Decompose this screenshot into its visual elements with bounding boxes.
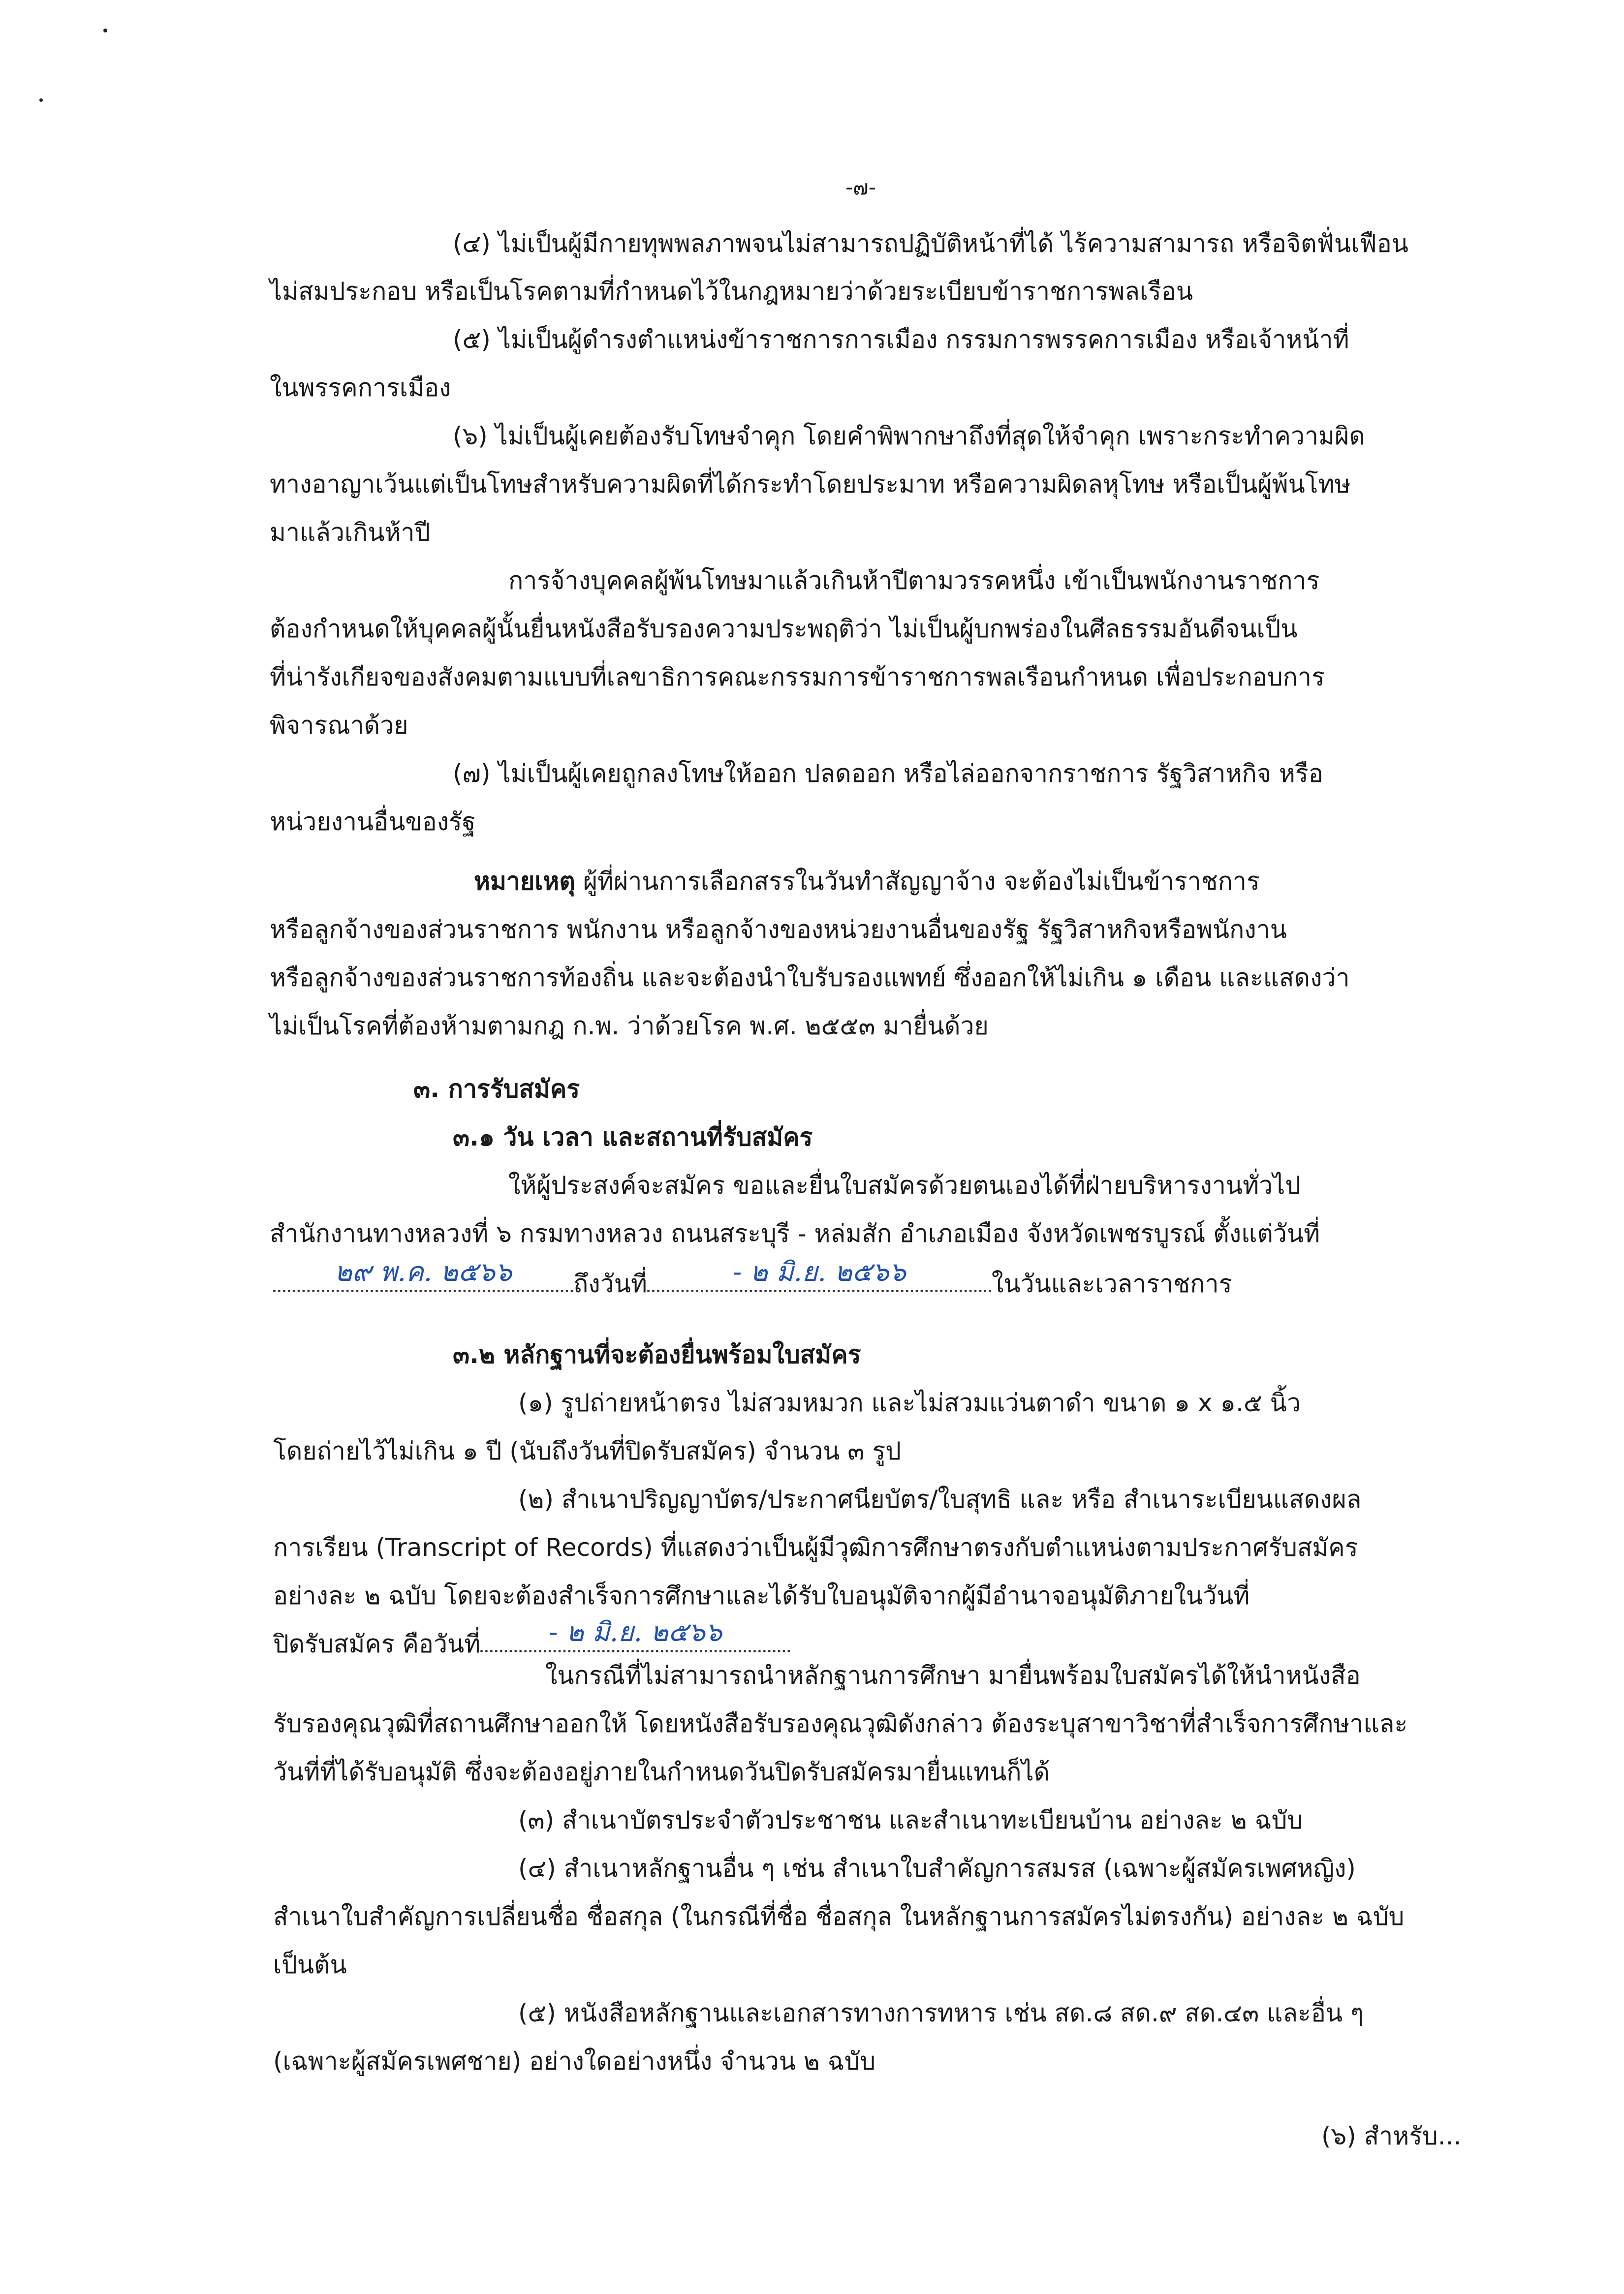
paragraph-line: (๔) สำเนาหลักฐานอื่น ๆ เช่น สำเนาใบสำคัญการสมรส (เฉพาะผู้สมัครเพศหญิง) xyxy=(518,1854,1356,1883)
paragraph-line: (๔) ไม่เป็นผู้มีกายทุพพลภาพจนไม่สามารถปฏิบัติหน้าที่ได้ ไร้ความสามารถ หรือจิตฟั่นเฟือน xyxy=(453,229,1408,258)
closing-date-line xyxy=(273,1616,790,1661)
paragraph-line: รับรองคุณวุฒิที่สถานศึกษาออกให้ โดยหนังสือรับรองคุณวุฒิดังกล่าว ต้องระบุสาขาวิชาที่สำเร็จการศึกษาและ xyxy=(273,1709,1408,1738)
paragraph-line: หรือลูกจ้างของส่วนราชการท้องถิ่น และจะต้องนำใบรับรองแพทย์ ซึ่งออกให้ไม่เกิน ๑ เดือน และแสดงว่า xyxy=(270,963,1350,992)
paragraph-line: เป็นต้น xyxy=(273,1951,347,1979)
paragraph-line: ไม่สมประกอบ หรือเป็นโรคตามที่กำหนดไว้ในกฎหมายว่าด้วยระเบียบข้าราชการพลเรือน xyxy=(270,277,1193,306)
footer-continuation: (๖) สำหรับ... xyxy=(1321,2122,1462,2150)
start-date-handwritten: ๒๙ พ.ค. ๒๕๖๖ xyxy=(334,1256,512,1287)
paragraph-line: สำเนาใบสำคัญการเปลี่ยนชื่อ ชื่อสกุล (ในกรณีที่ชื่อ ชื่อสกุล ในหลักฐานการสมัครไม่ตรงกัน) อย่างละ ๒ ฉบับ xyxy=(273,1902,1405,1931)
paragraph-line: ในพรรคการเมือง xyxy=(270,373,451,402)
scan-speck xyxy=(103,29,107,32)
paragraph-line: มาแล้วเกินห้าปี xyxy=(270,518,431,547)
paragraph-line: ในกรณีที่ไม่สามารถนำหลักฐานการศึกษา มายื่นพร้อมใบสมัครได้ให้นำหนังสือ xyxy=(545,1661,1361,1690)
start-date-field xyxy=(273,1256,573,1292)
paragraph-line: (๑) รูปถ่ายหน้าตรง ไม่สวมหมวก และไม่สวมแว่นตาดำ ขนาด ๑ x ๑.๕ นิ้ว xyxy=(518,1389,1301,1417)
paragraph-line: หรือลูกจ้างของส่วนราชการ พนักงาน หรือลูกจ้างของหน่วยงานอื่นของรัฐ รัฐวิสาหกิจหรือพนักงาน xyxy=(270,915,1287,944)
paragraph-line: โดยถ่ายไว้ไม่เกิน ๑ ปี (นับถึงวันที่ปิดรับสมัคร) จำนวน ๓ รูป xyxy=(273,1437,901,1465)
paragraph-line: ให้ผู้ประสงค์จะสมัคร ขอและยื่นใบสมัครด้วยตนเองได้ที่ฝ่ายบริหารงานทั่วไป xyxy=(508,1171,1301,1200)
paragraph-line: วันที่ที่ได้รับอนุมัติ ซึ่งจะต้องอยู่ภายในกำหนดวันปิดรับสมัครมายื่นแทนก็ได้ xyxy=(273,1758,1050,1786)
official-hours-label: ในวันและเวลาราชการ xyxy=(991,1270,1232,1298)
closing-date-label: ปิดรับสมัคร คือวันที่ xyxy=(273,1630,481,1658)
paragraph-line: (๕) ไม่เป็นผู้ดำรงตำแหน่งข้าราชการการเมือง กรรมการพรรคการเมือง หรือเจ้าหน้าที่ xyxy=(453,325,1349,354)
section-heading: ๓. การรับสมัคร xyxy=(413,1075,580,1103)
paragraph-line: ทางอาญาเว้นแต่เป็นโทษสำหรับความผิดที่ได้กระทำโดยประมาท หรือความผิดลหุโทษ หรือเป็นผู้พ้นโทษ xyxy=(270,470,1351,498)
paragraph-line: การจ้างบุคคลผู้พ้นโทษมาแล้วเกินห้าปีตามวรรคหนึ่ง เข้าเป็นพนักงานราชการ xyxy=(508,566,1320,595)
paragraph-line: (๗) ไม่เป็นผู้เคยถูกลงโทษให้ออก ปลดออก หรือไล่ออกจากราชการ รัฐวิสาหกิจ หรือ xyxy=(453,759,1323,788)
paragraph-line: ต้องกำหนดให้บุคคลผู้นั้นยื่นหนังสือรับรองความประพฤติว่า ไม่เป็นผู้บกพร่องในศีลธรรมอันดีจนเป็น xyxy=(270,615,1298,643)
date-line xyxy=(273,1256,1232,1301)
end-date-handwritten: - ๒ มิ.ย. ๒๕๖๖ xyxy=(732,1256,906,1287)
to-date-label: ถึงวันที่ xyxy=(573,1270,647,1298)
subsection-heading: ๓.๑ วัน เวลา และสถานที่รับสมัคร xyxy=(453,1123,813,1151)
paragraph-line: (๒) สำเนาปริญญาบัตร/ประกาศนียบัตร/ใบสุทธิ และ หรือ สำเนาระเบียนแสดงผล xyxy=(518,1485,1362,1514)
subsection-heading: ๓.๒ หลักฐานที่จะต้องยื่นพร้อมใบสมัคร xyxy=(453,1340,861,1369)
page-number: -๗- xyxy=(845,175,876,199)
end-date-field xyxy=(647,1256,992,1292)
note-line xyxy=(474,864,1260,899)
closing-date-field xyxy=(480,1616,790,1652)
paragraph-line: ไม่เป็นโรคที่ต้องห้ามตามกฎ ก.พ. ว่าด้วยโรค พ.ศ. ๒๕๕๓ มายื่นด้วย xyxy=(270,1012,989,1040)
note-label: หมายเหตุ xyxy=(474,867,575,896)
paragraph-line: (๕) หนังสือหลักฐานและเอกสารทางการทหาร เช่น สด.๘ สด.๙ สด.๔๓ และอื่น ๆ xyxy=(518,1999,1364,2027)
paragraph-line: อย่างละ ๒ ฉบับ โดยจะต้องสำเร็จการศึกษาและได้รับใบอนุมัติจากผู้มีอำนาจอนุมัติภายในวันที่ xyxy=(273,1581,1250,1610)
paragraph-line: พิจารณาด้วย xyxy=(270,711,408,740)
paragraph-line: หน่วยงานอื่นของรัฐ xyxy=(270,807,476,836)
paragraph-line: (๖) ไม่เป็นผู้เคยต้องรับโทษจำคุก โดยคำพิพากษาถึงที่สุดให้จำคุก เพราะกระทำความผิด xyxy=(453,422,1365,450)
note-text: ผู้ที่ผ่านการเลือกสรรในวันทำสัญญาจ้าง จะต้องไม่เป็นข้าราชการ xyxy=(583,867,1260,896)
closing-date-handwritten: - ๒ มิ.ย. ๒๕๖๖ xyxy=(549,1616,722,1647)
paragraph-line: สำนักงานทางหลวงที่ ๖ กรมทางหลวง ถนนสระบุรี - หล่มสัก อำเภอเมือง จังหวัดเพชรบูรณ์ ตั้งแต่วันที่ xyxy=(270,1219,1320,1248)
paragraph-line: การเรียน (Transcript of Records) ที่แสดงว่าเป็นผู้มีวุฒิการศึกษาตรงกับตำแหน่งตามประกาศรับสมัคร xyxy=(273,1533,1358,1562)
paragraph-line: (เฉพาะผู้สมัครเพศชาย) อย่างใดอย่างหนึ่ง จำนวน ๒ ฉบับ xyxy=(273,2047,876,2076)
scan-speck xyxy=(39,98,43,102)
paragraph-line: ที่น่ารังเกียจของสังคมตามแบบที่เลขาธิการคณะกรรมการข้าราชการพลเรือนกำหนด เพื่อประกอบการ xyxy=(270,663,1325,691)
paragraph-line: (๓) สำเนาบัตรประจำตัวประชาชน และสำเนาทะเบียนบ้าน อย่างละ ๒ ฉบับ xyxy=(518,1806,1303,1834)
